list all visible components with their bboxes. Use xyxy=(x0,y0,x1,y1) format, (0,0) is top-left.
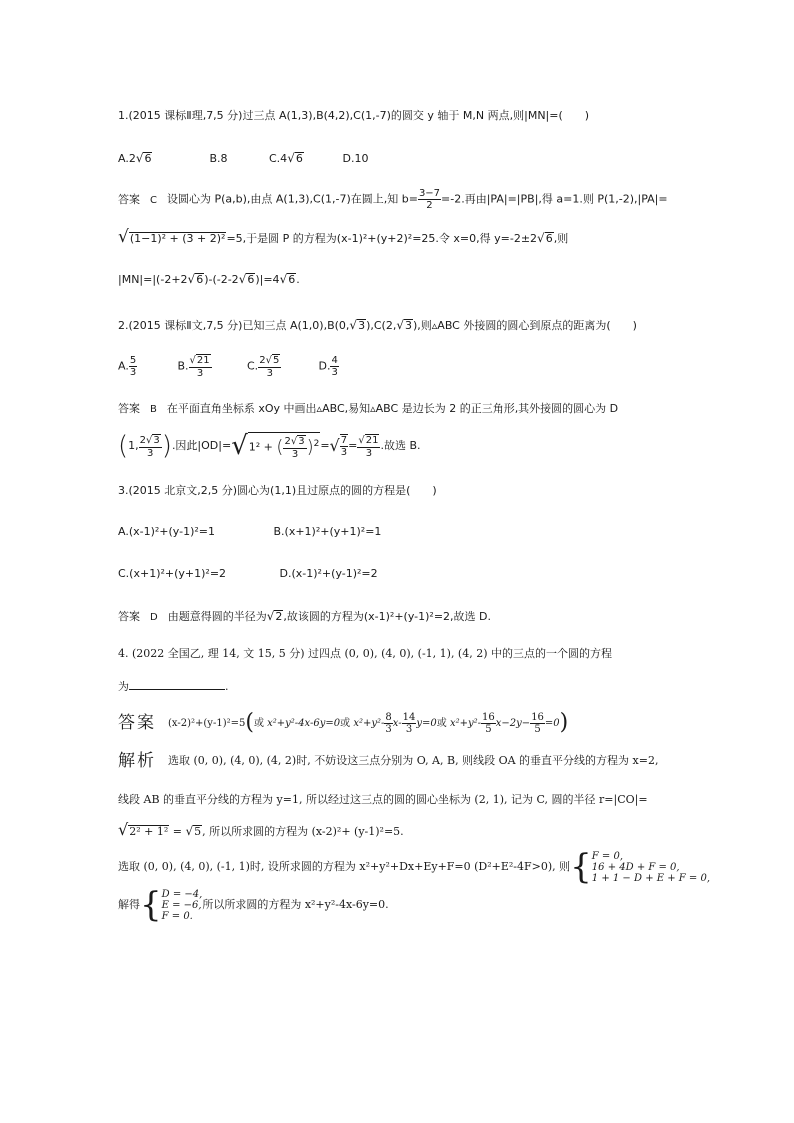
analysis-label: 解析 xyxy=(118,751,156,771)
equation-system: D = −4, E = −6, F = 0. xyxy=(161,888,203,922)
q3-option-b: B.(x+1)²+(y+1)²=1 xyxy=(273,525,382,538)
q2-answer-text: 在平面直角坐标系 xOy 中画出▵ABC,易知▵ABC 是边长为 2 的正三角形,其外接圆的圆心为 D xyxy=(166,402,619,415)
fraction: $\frac{3-7}{2}$ xyxy=(418,188,441,211)
q1-answer-text: 设圆心为 P(a,b),由点 A(1,3),C(1,-7)在圆上,知 b= xyxy=(166,192,418,206)
q1-answer-text: ,则 xyxy=(553,232,569,245)
q1-answer-text: =-2.再由|PA|=|PB|,得 a=1.则 P(1,-2),|PA|= xyxy=(441,192,668,206)
radical: 6 xyxy=(545,232,553,245)
answer-label: 答案 xyxy=(118,713,156,733)
q2-answer-line1 xyxy=(118,402,618,417)
q1-answer-line1 xyxy=(118,188,668,211)
q1-option-d: D.10 xyxy=(342,152,369,165)
q1-stem: 1.(2015 课标Ⅱ理,7,5 分)过三点 A(1,3),B(4,2),C(1,-7)的圆交 y 轴于 M,N 两点,则|MN|=( ) xyxy=(118,109,590,122)
q2-option-c: C. $\frac{2√5}{3}$ xyxy=(247,355,280,379)
q3-options-row1 xyxy=(118,525,381,539)
q3-option-a: A.(x-1)²+(y-1)²=1 xyxy=(118,525,216,538)
q3-option-c: C.(x+1)²+(y+1)²=2 xyxy=(118,567,227,580)
q4-analysis-line2: 线段 AB 的垂直平分线的方程为 y=1, 所以经过这三点的圆的圆心坐标为 (2, 1), 记为 C, 圆的半径 r=|CO|= xyxy=(118,793,648,806)
q3-answer: 答案 D 由题意得圆的半径为√2,故该圆的方程为(x-1)²+(y-1)²=2,故选 D. xyxy=(118,609,491,623)
q3-stem: 3.(2015 北京文,2,5 分)圆心为(1,1)且过原点的圆的方程是( ) xyxy=(118,484,437,497)
answer-label: 答案 xyxy=(118,610,140,623)
q3-options-row2 xyxy=(118,567,378,581)
answer-letter: B xyxy=(150,404,157,415)
q1-answer-line2: √(1−1)² + (3 + 2)²=5,于是圆 P 的方程为(x-1)²+(y+2)²=25.令 x=0,得 y=-2±2√6,则 xyxy=(118,227,569,247)
answer-blank xyxy=(129,678,225,690)
q1-option-b: B.8 xyxy=(209,152,228,165)
q4-answer: 答案 (x-2)²+(y-1)²=5(或 x²+y²-4x-6y=0或 x²+y²- $\frac{8}{3}$ x- $\frac{14}{3}$ y=0或 x²+y²- $\frac{16}{5}$ x−2y− $\frac{16}{5}$ =0) xyxy=(118,710,569,735)
q4-stem-line2: 为 . xyxy=(118,680,229,693)
q2-option-a: A. $\frac{5}{3}$ xyxy=(118,355,137,378)
q2-answer-line2: (1, $\frac{2√3}{3}$ ).因此|OD|=√1² + ( $\frac{2√3}{3}$ )$^2$=√ $\frac{7}{3}$ = $\frac{√21}{3}$ .故选 B. xyxy=(118,431,421,461)
equation-system: F = 0, 16 + 4D + F = 0, 1 + 1 − D + E + F = 0, xyxy=(591,850,710,884)
answer-letter: D xyxy=(150,612,158,623)
q4-stem-line1: 4. (2022 全国乙, 理 14, 文 15, 5 分) 过四点 (0, 0), (4, 0), (-1, 1), (4, 2) 中的三点的一个圆的方程 xyxy=(118,647,613,660)
q1-answer-line3: |MN|=|(-2+2√6)-(-2-2√6)|=4√6. xyxy=(118,272,300,286)
answer-letter: C xyxy=(150,194,157,206)
q4-analysis-line5: 解得{ D = −4, E = −6, F = 0. 所以所求圆的方程为 x²+y²-4x-6y=0. xyxy=(118,885,389,925)
q1-answer-text: =5,于是圆 P 的方程为(x-1)²+(y+2)²=25.令 x=0,得 y=-2±2 xyxy=(226,232,538,245)
q4-analysis-line3: √2² + 1² = √5, 所以所求圆的方程为 (x-2)²+ (y-1)²=5. xyxy=(118,820,404,839)
q2-option-b: B. $\frac{√21}{3}$ xyxy=(177,355,210,379)
q2-options xyxy=(118,354,339,379)
q2-stem: 2.(2015 课标Ⅱ文,7,5 分)已知三点 A(1,0),B(0,√3),C(2,√3),则▵ABC 外接圆的圆心到原点的距离为( ) xyxy=(118,318,637,332)
q4-analysis-line4: 选取 (0, 0), (4, 0), (-1, 1)时, 设所求圆的方程为 x²+y²+Dx+Ey+F=0 (D²+E²-4F>0), 则{ F = 0, 16 + 4D + F = 0, 1 + 1 − D + E + F = 0, xyxy=(118,847,710,887)
q1-options xyxy=(118,151,368,166)
answer-label: 答案 xyxy=(118,192,140,206)
radical: (1−1)² + (3 + 2)² xyxy=(129,232,226,245)
answer-label: 答案 xyxy=(118,402,140,415)
q3-option-d: D.(x-1)²+(y-1)²=2 xyxy=(279,567,378,580)
q1-option-a: A.2√6 xyxy=(118,151,152,165)
q4-analysis-line1: 解析 选取 (0, 0), (4, 0), (4, 2)时, 不妨设这三点分别为 O, A, B, 则线段 OA 的垂直平分线的方程为 x=2, xyxy=(118,751,659,771)
q1-option-c: C.4√6 xyxy=(269,151,303,165)
q2-option-d: D. $\frac{4}{3}$ xyxy=(318,355,338,378)
